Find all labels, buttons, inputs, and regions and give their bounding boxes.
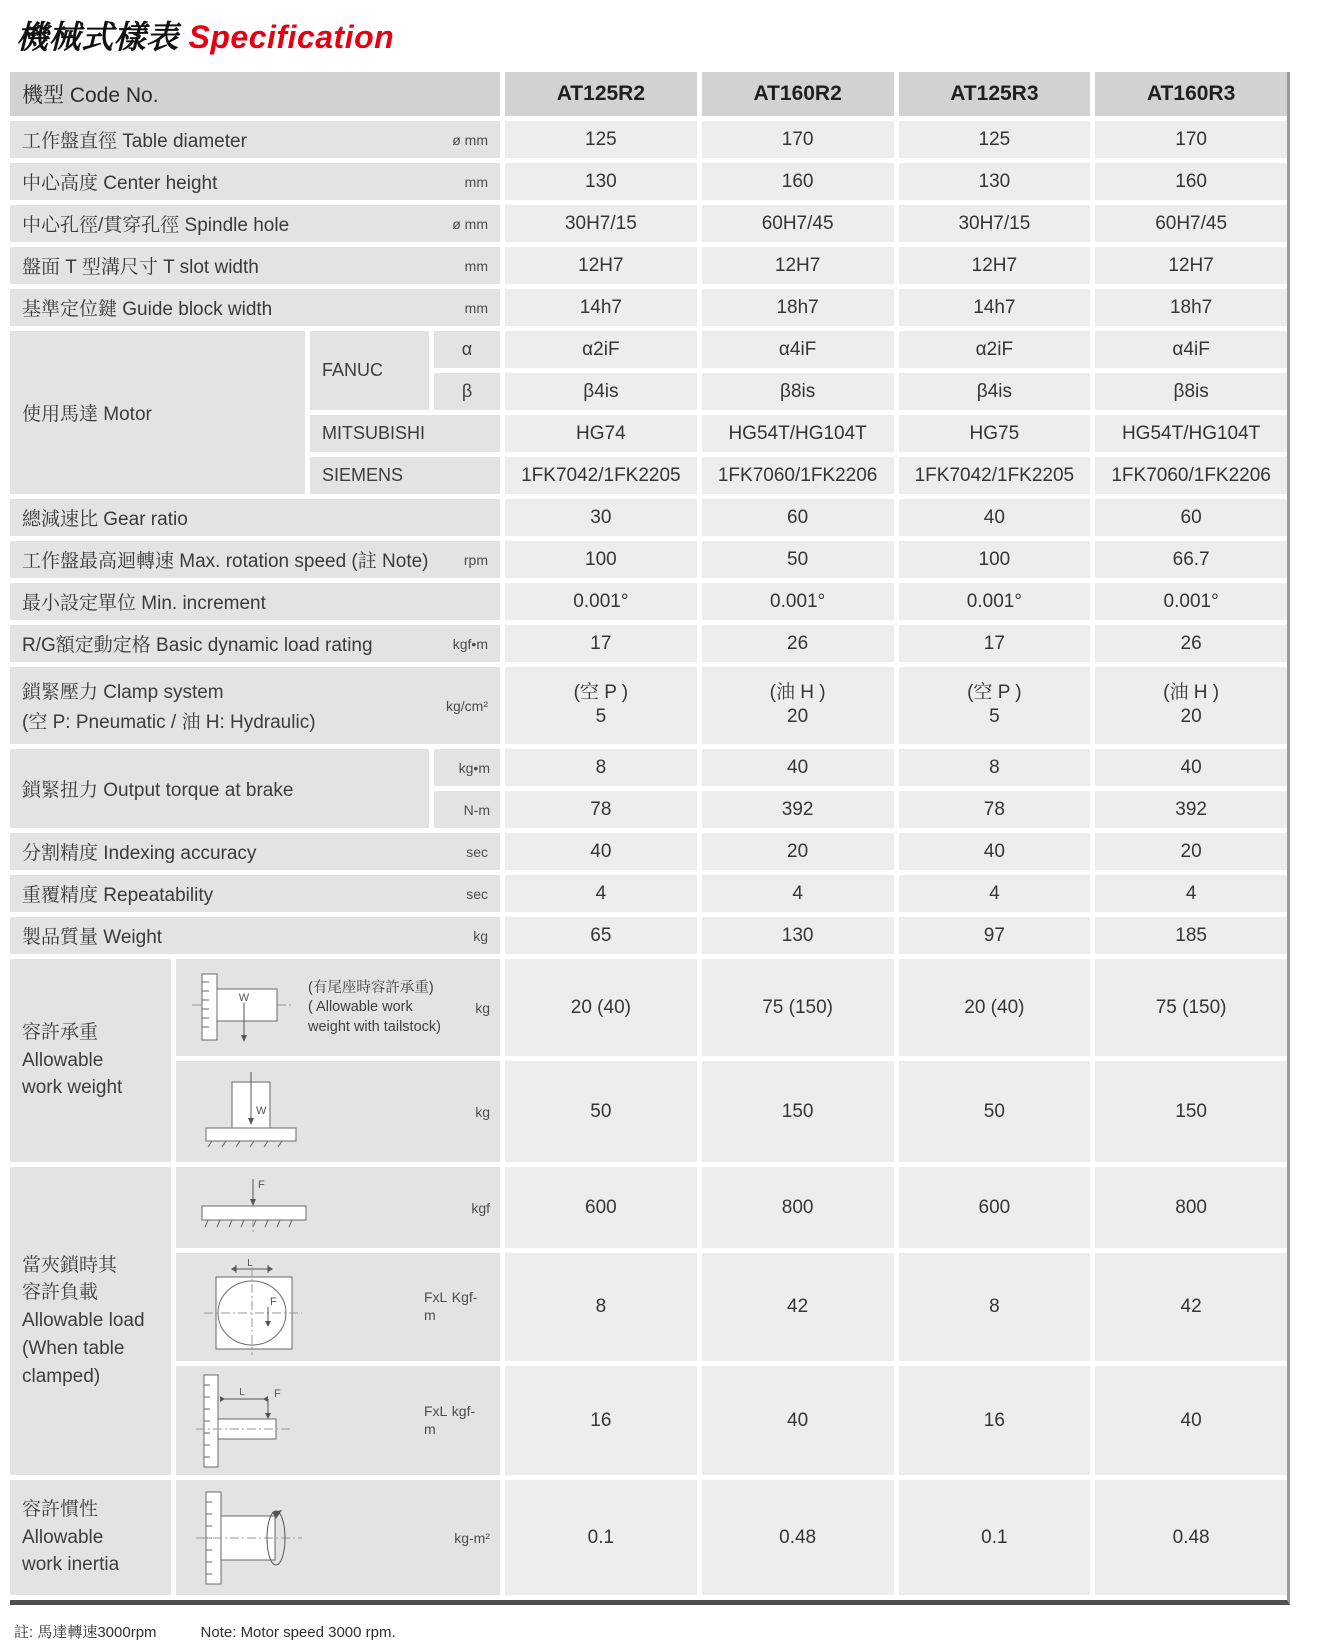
inertia-label: 容許慣性 Allowable work inertia: [10, 1480, 171, 1595]
value-cell: 20: [1095, 833, 1287, 870]
value-cell: 30H7/15: [505, 205, 697, 242]
value-cell: 16: [899, 1366, 1091, 1475]
model-name: AT160R3: [1095, 72, 1287, 116]
inertia-row: [10, 1480, 1287, 1595]
fanuc-rows: [310, 331, 1287, 410]
row-unit: sec: [466, 843, 488, 860]
footnote-zh: 註: 馬達轉速3000rpm: [14, 1624, 157, 1641]
row-unit: kg: [475, 1103, 490, 1120]
value-cell: 0.001°: [702, 583, 894, 620]
clamped-load-moment-row: [176, 1366, 1287, 1475]
value-cell: β8is: [1095, 373, 1287, 410]
value-cell: 42: [1095, 1253, 1287, 1361]
value-cell: 160: [1095, 163, 1287, 200]
row-label: 鎖緊壓力 Clamp system: [22, 682, 224, 703]
value-cell: 50: [702, 541, 894, 578]
value-cell: 40: [1095, 1366, 1287, 1475]
value-cell: 130: [899, 163, 1091, 200]
value-cell: (空 P ) 5: [505, 667, 697, 744]
row-center-height: [10, 163, 1287, 200]
value-cell: 16: [505, 1366, 697, 1475]
row-label: 製品質量 Weight: [22, 927, 163, 948]
row-unit: kg•m: [434, 749, 500, 786]
value-cell: 0.48: [1095, 1480, 1287, 1595]
value-cell: 4: [1095, 875, 1287, 912]
torque-kgm-row: [434, 749, 1287, 786]
value-cell: 18h7: [702, 289, 894, 326]
value-cell: 30: [505, 499, 697, 536]
value-cell: HG54T/HG104T: [702, 415, 894, 452]
specification-table: [10, 72, 1290, 1605]
row-unit: N-m: [434, 791, 500, 828]
value-cell: 20 (40): [505, 959, 697, 1056]
footnote: [14, 1621, 1340, 1642]
beta-cell: β: [434, 373, 500, 410]
model-name: AT125R2: [505, 72, 697, 116]
value-cell: 30H7/15: [899, 205, 1091, 242]
value-cell: 170: [702, 121, 894, 158]
row-weight: [10, 917, 1287, 954]
clamped-load-label: 當夾鎖時其 容許負載 Allowable load (When table clamped): [10, 1167, 171, 1475]
value-cell: 0.001°: [505, 583, 697, 620]
value-cell: 8: [899, 749, 1091, 786]
value-cell: 14h7: [505, 289, 697, 326]
value-cell: 60: [702, 499, 894, 536]
value-cell: 12H7: [1095, 247, 1287, 284]
work-weight-section: [10, 959, 1287, 1162]
row-table-diameter: [10, 121, 1287, 158]
value-cell: 40: [702, 749, 894, 786]
value-cell: 42: [702, 1253, 894, 1361]
row-label: 最小設定單位 Min. increment: [22, 593, 266, 614]
value-cell: 170: [1095, 121, 1287, 158]
value-cell: 125: [505, 121, 697, 158]
value-cell: 12H7: [899, 247, 1091, 284]
value-cell: 0.1: [505, 1480, 697, 1595]
value-cell: 40: [505, 833, 697, 870]
vertical-workpiece-diagram: [190, 1070, 310, 1154]
value-cell: 0.001°: [899, 583, 1091, 620]
value-cell: 12H7: [505, 247, 697, 284]
value-cell: 50: [505, 1061, 697, 1162]
side-load-diagram: [190, 1371, 320, 1471]
value-cell: 130: [702, 917, 894, 954]
row-min-increment: [10, 583, 1287, 620]
inertia-diagram: [190, 1488, 310, 1588]
value-cell: 78: [899, 791, 1091, 828]
value-cell: α4iF: [1095, 331, 1287, 368]
value-cell: 40: [702, 1366, 894, 1475]
value-cell: 1FK7042/1FK2205: [899, 457, 1091, 494]
radial-load-diagram: [190, 1257, 320, 1357]
axial-force-diagram: [190, 1177, 320, 1239]
value-cell: 1FK7060/1FK2206: [702, 457, 894, 494]
value-cell: 1FK7042/1FK2205: [505, 457, 697, 494]
row-max-rotation-speed: [10, 541, 1287, 578]
value-cell: 12H7: [702, 247, 894, 284]
row-label: 基準定位鍵 Guide block width: [22, 299, 273, 320]
motor-label: 使用馬達 Motor: [10, 331, 305, 494]
torque-nm-row: [434, 791, 1287, 828]
siemens-brand-cell: SIEMENS: [310, 457, 500, 494]
svg-text:L: L: [247, 1258, 253, 1269]
value-cell: β8is: [702, 373, 894, 410]
row-unit: kg/cm²: [446, 697, 488, 714]
row-t-slot-width: [10, 247, 1287, 284]
svg-text:F: F: [270, 1296, 277, 1308]
value-cell: 20 (40): [899, 959, 1091, 1056]
row-unit: FxL Kgf-m: [424, 1289, 478, 1323]
value-cell: 97: [899, 917, 1091, 954]
svg-text:W: W: [256, 1104, 267, 1117]
row-unit: kgf: [471, 1199, 490, 1216]
tailstock-caption: (有尾座時容許承重) ( Allowable work weight with tailstock): [308, 980, 441, 1035]
row-unit: mm: [464, 257, 488, 274]
code-no-label: 機型 Code No.: [10, 72, 500, 116]
value-cell: 150: [1095, 1061, 1287, 1162]
title-zh: 機械式樣表: [16, 19, 179, 55]
value-cell: 17: [899, 625, 1091, 662]
row-unit: mm: [464, 173, 488, 190]
row-unit: kg: [475, 999, 490, 1016]
row-label: 中心孔徑/貫穿孔徑 Spindle hole: [22, 215, 290, 236]
value-cell: α4iF: [702, 331, 894, 368]
value-cell: (油 H ) 20: [1095, 667, 1287, 744]
value-cell: 26: [1095, 625, 1287, 662]
value-cell: 100: [505, 541, 697, 578]
value-cell: 40: [899, 499, 1091, 536]
value-cell: HG74: [505, 415, 697, 452]
value-cell: 4: [505, 875, 697, 912]
clamped-load-axial-row: [176, 1167, 1287, 1248]
value-cell: 0.1: [899, 1480, 1091, 1595]
alpha-cell: α: [434, 331, 500, 368]
value-cell: HG54T/HG104T: [1095, 415, 1287, 452]
row-unit: sec: [466, 885, 488, 902]
value-cell: 75 (150): [1095, 959, 1287, 1056]
torque-section: [10, 749, 1287, 828]
row-guide-block-width: [10, 289, 1287, 326]
value-cell: 185: [1095, 917, 1287, 954]
row-unit: mm: [464, 299, 488, 316]
fanuc-beta-row: [434, 373, 1287, 410]
svg-text:W: W: [238, 991, 250, 1004]
work-weight-tailstock-row: [176, 959, 1287, 1056]
value-cell: 600: [505, 1167, 697, 1248]
value-cell: 40: [1095, 749, 1287, 786]
value-cell: 60H7/45: [702, 205, 894, 242]
row-spindle-hole: [10, 205, 1287, 242]
value-cell: 60H7/45: [1095, 205, 1287, 242]
value-cell: 150: [702, 1061, 894, 1162]
work-weight-vertical-row: [176, 1061, 1287, 1162]
value-cell: β4is: [899, 373, 1091, 410]
row-label: R/G額定動定格 Basic dynamic load rating: [22, 635, 373, 656]
mitsubishi-brand-cell: MITSUBISHI: [310, 415, 500, 452]
clamped-load-radial-row: [176, 1253, 1287, 1361]
value-cell: 125: [899, 121, 1091, 158]
torque-label: 鎖緊扭力 Output torque at brake: [10, 749, 429, 828]
value-cell: HG75: [899, 415, 1091, 452]
row-unit: kg: [473, 927, 488, 944]
value-cell: 800: [1095, 1167, 1287, 1248]
row-repeatability: [10, 875, 1287, 912]
value-cell: 4: [702, 875, 894, 912]
siemens-row: [310, 457, 1287, 494]
row-label: 總減速比 Gear ratio: [22, 509, 188, 530]
value-cell: (油 H ) 20: [702, 667, 894, 744]
value-cell: 65: [505, 917, 697, 954]
footnote-en: Note: Motor speed 3000 rpm.: [200, 1624, 396, 1641]
row-label: 工作盤最高迴轉速 Max. rotation speed (註 Note): [22, 551, 429, 572]
value-cell: 8: [505, 1253, 697, 1361]
row-unit: ø mm: [452, 131, 488, 148]
row-unit: kgf•m: [452, 635, 488, 652]
value-cell: 20: [702, 833, 894, 870]
tailstock-workpiece-diagram: [190, 969, 298, 1047]
value-cell: 100: [899, 541, 1091, 578]
fanuc-alpha-row: [434, 331, 1287, 368]
row-unit: kg-m²: [454, 1529, 490, 1546]
work-weight-label: 容許承重 Allowable work weight: [10, 959, 171, 1162]
row-unit: ø mm: [452, 215, 488, 232]
value-cell: α2iF: [505, 331, 697, 368]
row-label: 工作盤直徑 Table diameter: [22, 131, 247, 152]
svg-text:F: F: [274, 1387, 281, 1400]
value-cell: 0.001°: [1095, 583, 1287, 620]
row-label: 中心高度 Center height: [22, 173, 218, 194]
model-name: AT125R3: [899, 72, 1091, 116]
model-name: AT160R2: [702, 72, 894, 116]
value-cell: 1FK7060/1FK2206: [1095, 457, 1287, 494]
value-cell: 66.7: [1095, 541, 1287, 578]
clamped-load-section: [10, 1167, 1287, 1475]
value-cell: 392: [702, 791, 894, 828]
value-cell: β4is: [505, 373, 697, 410]
value-cell: (空 P ) 5: [899, 667, 1091, 744]
motor-section: [10, 331, 1287, 494]
row-indexing-accuracy: [10, 833, 1287, 870]
row-gear-ratio: [10, 499, 1287, 536]
row-label: 盤面 T 型溝尺寸 T slot width: [22, 257, 259, 278]
row-unit: FxL kgf-m: [424, 1402, 476, 1437]
row-unit: rpm: [463, 551, 488, 568]
title-en: Specification: [188, 19, 395, 55]
value-cell: 50: [899, 1061, 1091, 1162]
value-cell: 26: [702, 625, 894, 662]
value-cell: 18h7: [1095, 289, 1287, 326]
value-cell: 800: [702, 1167, 894, 1248]
svg-text:F: F: [258, 1178, 265, 1191]
value-cell: α2iF: [899, 331, 1091, 368]
row-label: 分割精度 Indexing accuracy: [22, 843, 257, 864]
row-label-2: (空 P: Pneumatic / 油 H: Hydraulic): [22, 712, 316, 733]
header-row: [10, 72, 1287, 116]
value-cell: 160: [702, 163, 894, 200]
row-label: 重覆精度 Repeatability: [22, 885, 214, 906]
value-cell: 17: [505, 625, 697, 662]
svg-text:L: L: [239, 1386, 245, 1398]
value-cell: 4: [899, 875, 1091, 912]
row-clamp-system: [10, 667, 1287, 744]
value-cell: 0.48: [702, 1480, 894, 1595]
value-cell: 130: [505, 163, 697, 200]
value-cell: 8: [899, 1253, 1091, 1361]
value-cell: 600: [899, 1167, 1091, 1248]
value-cell: 40: [899, 833, 1091, 870]
value-cell: 14h7: [899, 289, 1091, 326]
value-cell: 60: [1095, 499, 1287, 536]
row-dynamic-load-rating: [10, 625, 1287, 662]
fanuc-brand-cell: FANUC: [310, 331, 429, 410]
value-cell: 75 (150): [702, 959, 894, 1056]
value-cell: 8: [505, 749, 697, 786]
value-cell: 78: [505, 791, 697, 828]
mitsubishi-row: [310, 415, 1287, 452]
value-cell: 392: [1095, 791, 1287, 828]
page-title: [16, 12, 1340, 58]
